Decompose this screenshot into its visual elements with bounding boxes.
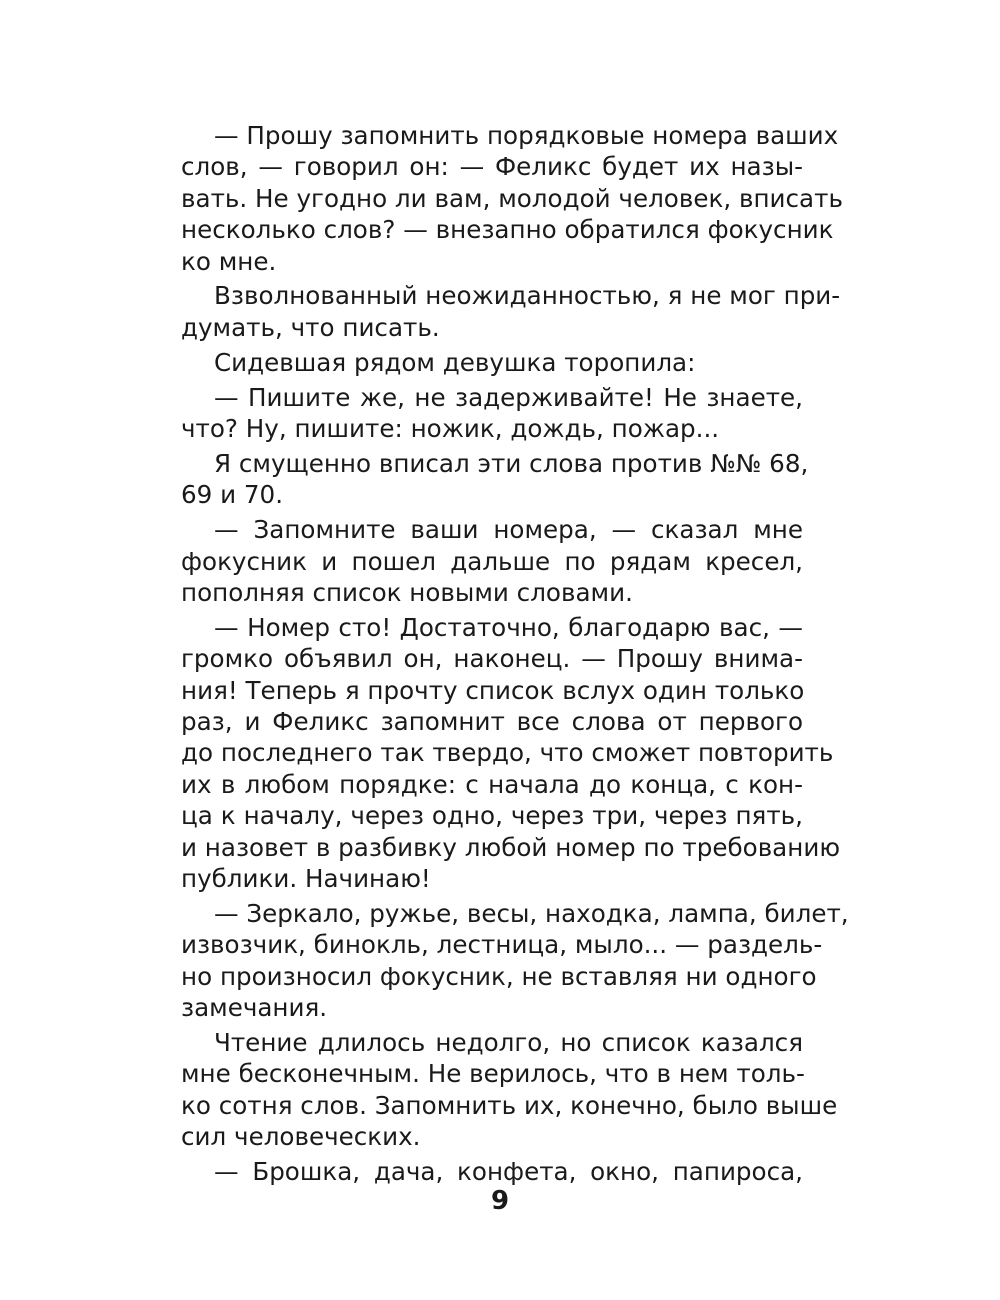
text-line: до последнего так твердо, что сможет повторить xyxy=(181,738,834,768)
text-line: извозчик, бинокль, лестница, мыло... — раздель- xyxy=(181,930,823,960)
text-line: и назовет в разбивку любой номер по требованию xyxy=(181,832,841,862)
paragraph xyxy=(181,612,841,895)
text-line: замечания. xyxy=(181,993,328,1023)
text-line: ко сотня слов. Запомнить их, конечно, было выше xyxy=(181,1090,838,1120)
text-line: вать. Не угодно ли вам, молодой человек, вписать xyxy=(181,183,843,213)
paragraph xyxy=(181,120,843,277)
text-line: — Брошка, дача, конфета, окно, папироса, xyxy=(214,1157,803,1186)
text-line: несколько слов? — внезапно обратился фокусник xyxy=(181,215,834,245)
text-line: Взволнованный неожиданностью, я не мог при- xyxy=(214,281,841,311)
text-line: Я смущенно вписал эти слова против №№ 68, xyxy=(214,448,809,478)
text-line: 69 и 70. xyxy=(181,480,284,510)
paragraph xyxy=(181,514,803,608)
paragraph xyxy=(181,347,803,378)
text-line: раз, и Феликс запомнит все слова от первого xyxy=(181,707,803,737)
paragraph xyxy=(181,448,809,511)
text-line: громко объявил он, наконец. — Прошу внима- xyxy=(181,644,803,674)
text-line: мне бесконечным. Не верилось, что в нем толь- xyxy=(181,1059,805,1089)
text-line: — Номер сто! Достаточно, благодарю вас, — xyxy=(214,612,803,642)
paragraph xyxy=(181,280,841,343)
text-line: что? Ну, пишите: ножик, дождь, пожар... xyxy=(181,414,720,444)
text-line: но произносил фокусник, не вставляя ни одного xyxy=(181,961,817,991)
body-text xyxy=(181,120,849,1187)
paragraph xyxy=(181,1027,838,1153)
text-line: думать, что писать. xyxy=(181,312,440,342)
text-line: ния! Теперь я прочту список вслух один только xyxy=(181,675,805,705)
text-line: фокусник и пошел дальше по рядам кресел, xyxy=(181,546,803,576)
text-line: — Пишите же, не задерживайте! Не знаете, xyxy=(214,382,803,412)
text-line: — Прошу запомнить порядковые номера ваших xyxy=(214,121,839,150)
text-line: Сидевшая рядом девушка торопила: xyxy=(214,347,696,377)
page-number: 9 xyxy=(490,1186,510,1216)
text-line: — Зеркало, ружье, весы, находка, лампа, билет, xyxy=(214,898,849,928)
paragraph xyxy=(181,898,849,1024)
text-line: слов, — говорил он: — Феликс будет их назы- xyxy=(181,152,803,182)
text-line: — Запомните ваши номера, — сказал мне xyxy=(214,515,803,545)
text-line: их в любом порядке: с начала до конца, с кон- xyxy=(181,769,803,799)
text-line: пополняя список новыми словами. xyxy=(181,577,633,607)
text-line: ца к началу, через одно, через три, через пять, xyxy=(181,801,803,831)
text-line: сил человеческих. xyxy=(181,1122,421,1152)
paragraph xyxy=(181,382,803,445)
text-line: публики. Начинаю! xyxy=(181,863,431,893)
paragraph xyxy=(181,1156,803,1187)
text-line: ко мне. xyxy=(181,246,277,276)
text-line: Чтение длилось недолго, но список казался xyxy=(214,1027,803,1057)
